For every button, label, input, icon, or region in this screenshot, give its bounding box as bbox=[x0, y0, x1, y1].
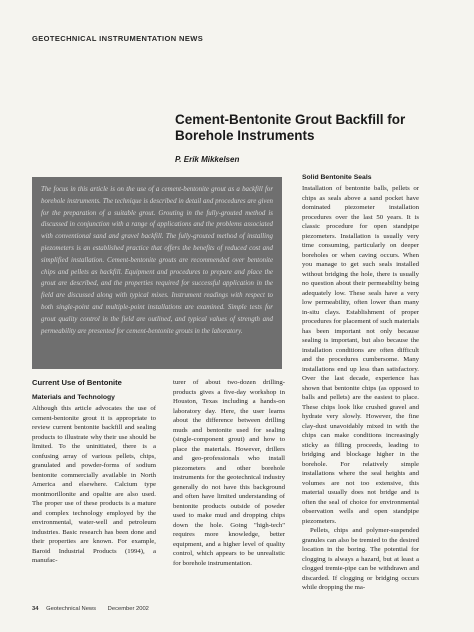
article-title-line2: Borehole Instruments bbox=[175, 128, 315, 143]
article-title-line1: Cement-Bentonite Grout Backfill for bbox=[175, 112, 406, 127]
column-3 bbox=[302, 173, 419, 593]
body-paragraph: Installation of bentonite balls, pellets or chips as seals above a sand pocket have dominated piezometer installation procedures over the last 50 years. It is classic procedure for open standpipe piezometers. Installation is usually very time consuming, particularly on deeper boreholes or when caving occurs. When you manage to get such seals installed without bridging the hole, there is usually no question about their permeability being adequately low. These seals have a very low permeability, often lower than many in-situ clays. Establishment of proper procedures for placement of such materials has been important not only because sealing is important, but also because the installation conditions are often difficult and the procedures cumbersome. Many installations end up less than satisfactory. Over the last decade, experience has shown that bentonite chips (as opposed to balls and pellets) are the easiest to place. These chips look like crushed gravel and hydrate very slowly. However, the fine clay-dust unavoidably mixed in with the chips can make conditions increasingly sticky as filling proceeds, leading to bridging and blockage higher in the borehole. For relatively simple installations where the seal heights and volumes are not too extensive, this material usually does not bridge and is often the seal of choice for environmental observation wells and open standpipe piezometers. bbox=[302, 185, 419, 525]
article-title bbox=[175, 112, 445, 144]
subsection-heading: Materials and Technology bbox=[32, 394, 115, 401]
section-heading: Current Use of Bentonite bbox=[32, 378, 122, 387]
body-paragraph: turer of about two-dozen drilling-products gives a five-day workshop in Houston, Texas including a hands-on laboratory day. Here, the user learns about the difference between drilling muds and bentonite used for sealing (single-component grout) and how to place the materials. However, drillers and geo-professionals who install piezometers and other borehole instruments for the geotechnical industry generally do not have this background and often have limited understanding of bentonite products outside of powder used to make mud and dropping chips down the hole. Going "high-tech" requires more knowledge, better equipment, and a higher level of quality control, which appears to be unrealistic for borehole instrumentation. bbox=[173, 379, 285, 567]
column-1 bbox=[32, 378, 156, 566]
page-footer bbox=[32, 606, 159, 612]
abstract-box bbox=[32, 177, 282, 369]
body-paragraph: Although this article advocates the use of cement-bentonite grout it is appropriate to review current bentonite backfill and sealing products to illustrate why their use should be limited. To the uninitiated, there is a confusing array of various pellets, chips, granulated and powder-forms of sodium bentonite commercially available in North America and elsewhere. Calcium type montmorillonite and opalite are also used. The proper use of these products is a mature and complex technology employed by the environmental, water-well and petroleum industries. Basic research has been done and their properties are known. For example, Baroid Industrial Products (1994), a manufac- bbox=[32, 405, 156, 564]
column-2 bbox=[173, 378, 285, 568]
publication-name: Geotechnical News bbox=[46, 606, 97, 612]
subsection-heading: Solid Bentonite Seals bbox=[302, 174, 372, 181]
issue-date: December 2002 bbox=[107, 606, 149, 612]
page-number: 34 bbox=[32, 606, 39, 612]
author-byline: P. Erik Mikkelsen bbox=[175, 155, 240, 164]
abstract-text: The focus in this article is on the use of a cement-bentonite grout as a backfill for borehole instruments. The technique is described in detail and procedures are given for the preparation of a suitable grout. Grouting in the fully-grouted method is discussed in conjunction with a range of applications and the problems associated with conventional sand and gravel backfill. The fully-grouted method of installing piezometers is an established practice that offers the benefits of reduced cost and simplified installation. Cement-bentonite grouts are recommended over bentonite chips and pellets as backfill. Equipment and procedures to prepare and place the grout are described, and the properties required for successful application in the field are discussed along with typical mixes. Instrument readings with respect to both single-point and multiple-point installations are examined. Simple tests for grout quality control in the field are outlined, and typical values of strength and permeability are presented for cement-bentonite grouts in the laboratory. bbox=[41, 186, 273, 335]
body-paragraph: Pellets, chips and polymer-suspended granules can also be tremied to the desired location in the boring. The potential for clogging is always a hazard, but at least a clogged tremie-pipe can be withdrawn and discarded. If clogging or bridging occurs while dropping the ma- bbox=[302, 527, 419, 591]
running-header: GEOTECHNICAL INSTRUMENTATION NEWS bbox=[32, 34, 204, 43]
title-block bbox=[175, 112, 445, 164]
